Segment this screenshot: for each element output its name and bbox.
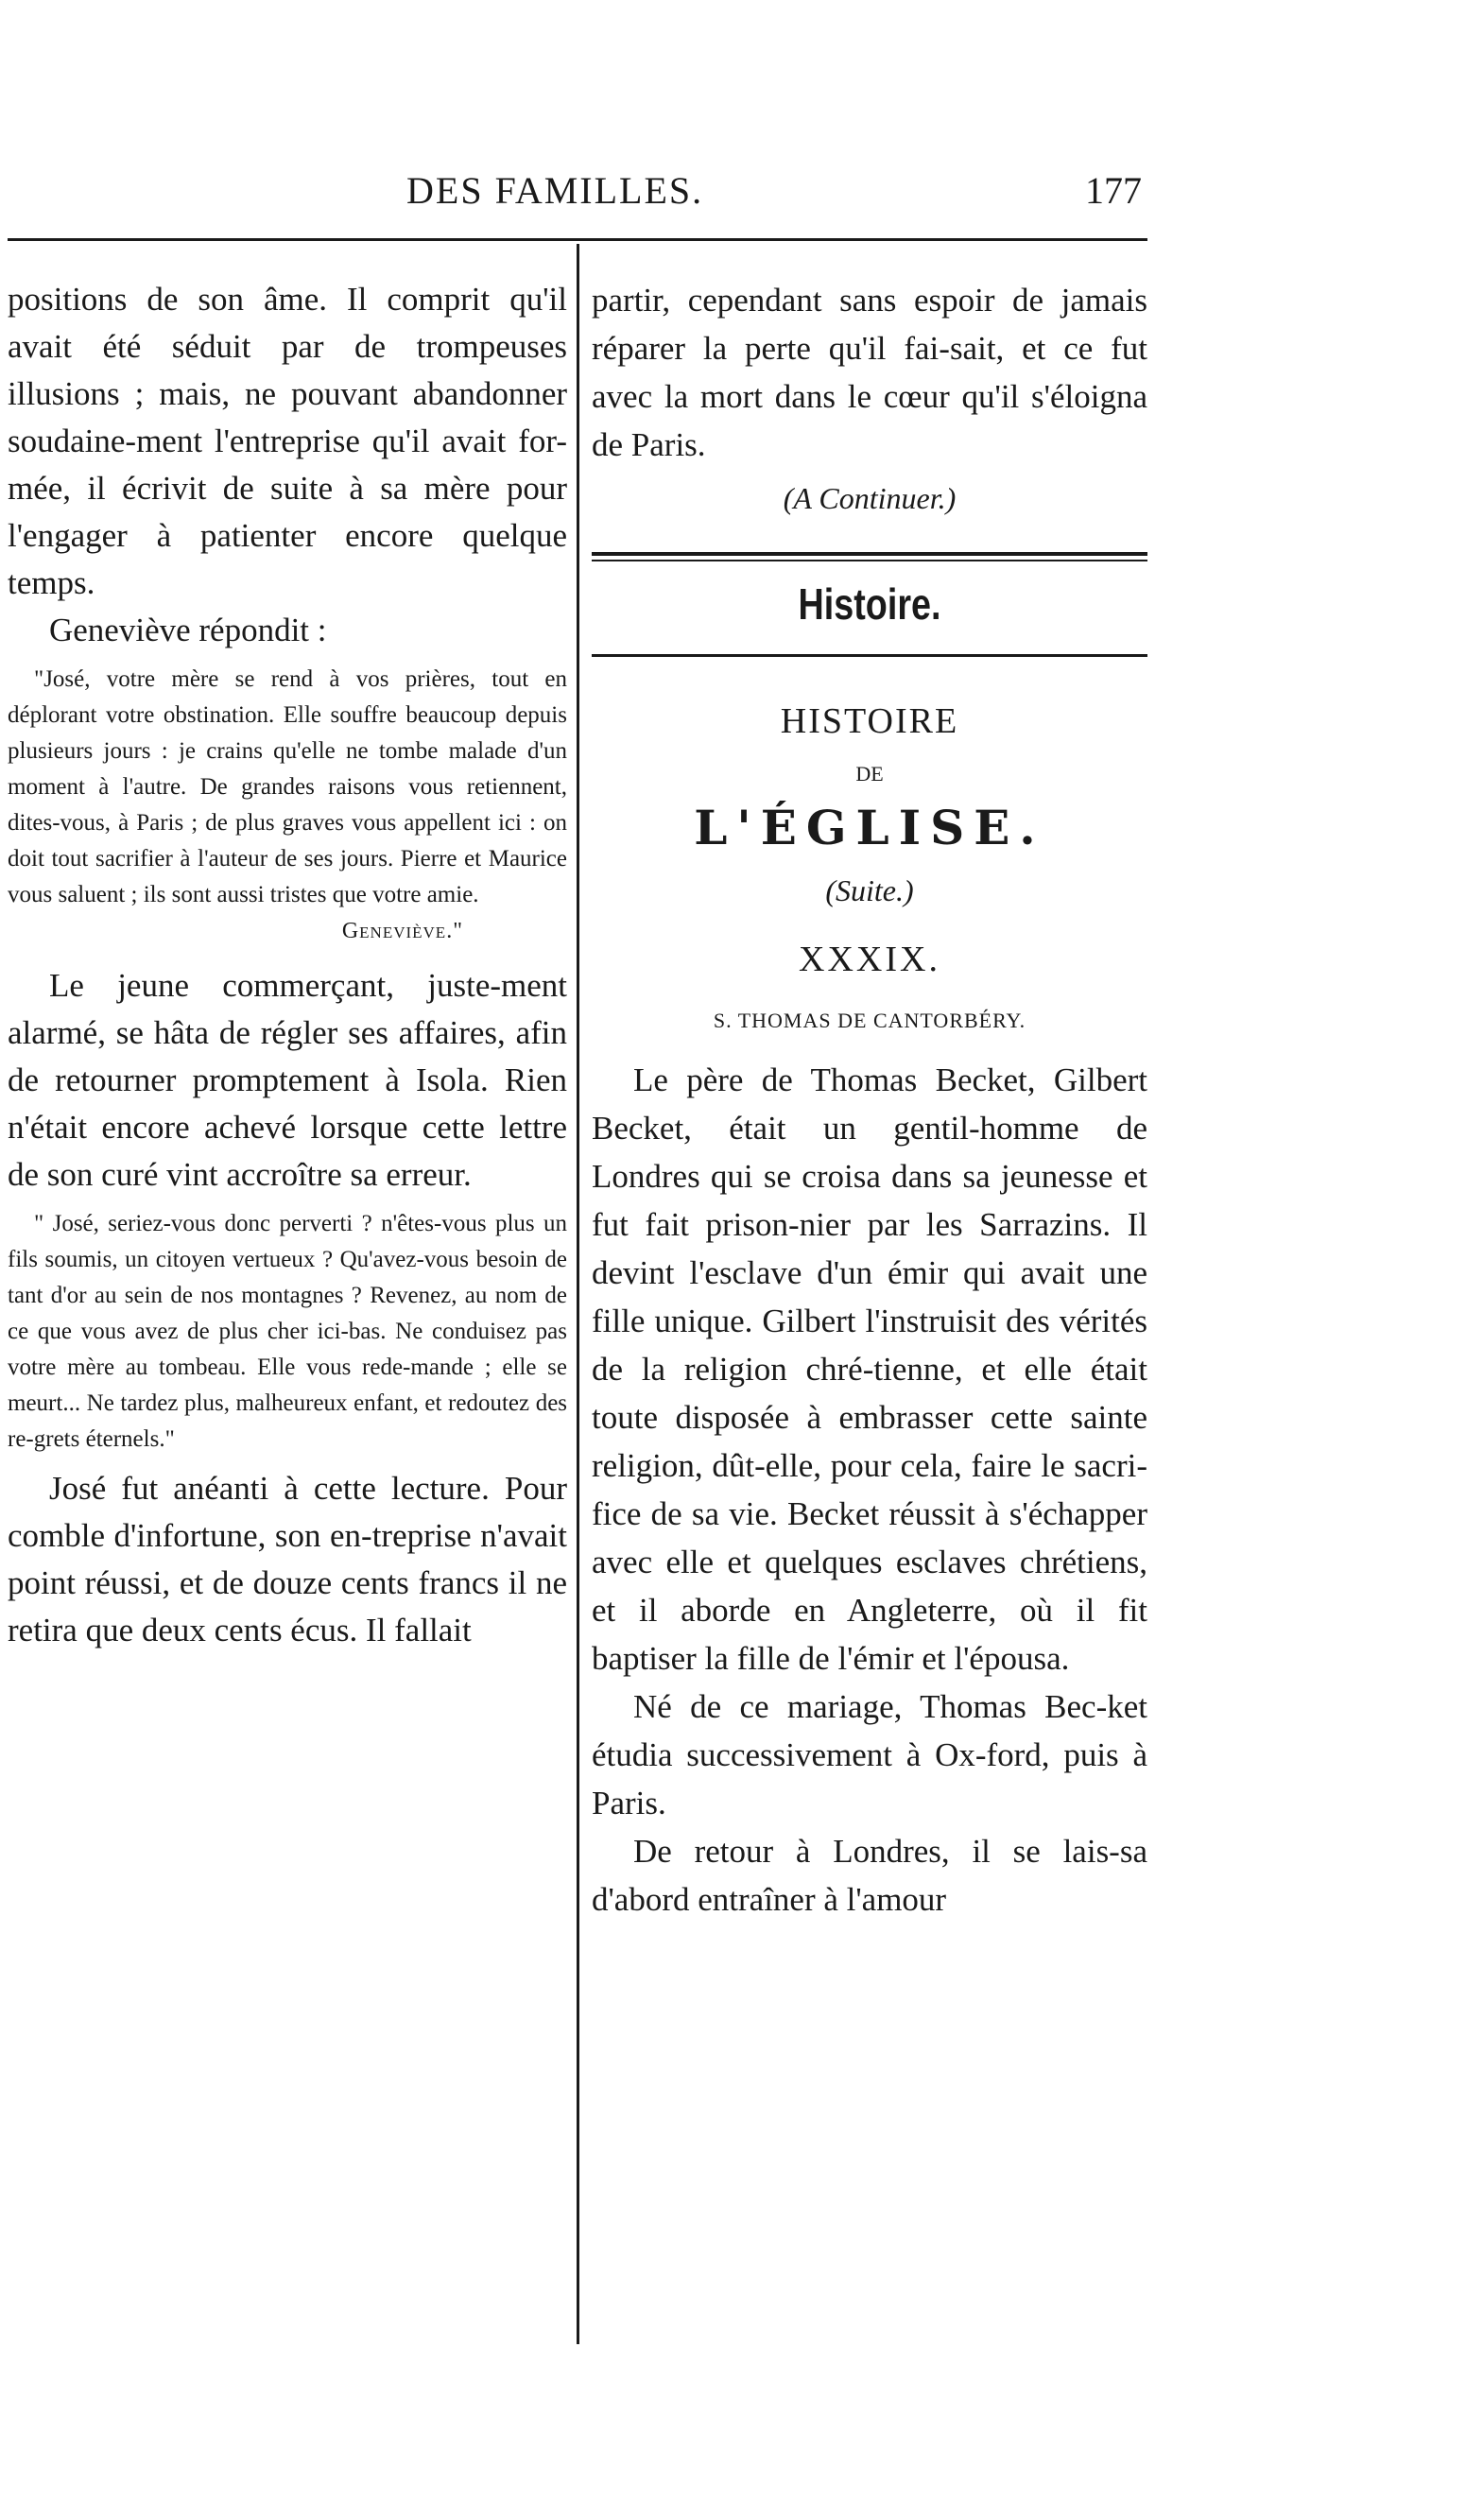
text-line: souffre beaucoup depuis plusieurs jours : [8,702,567,764]
chapter-number: XXXIX. [799,940,940,979]
text-line: ket étudia successivement à Ox- [592,1688,1147,1773]
text-line: malheureux enfant, et redoutez des re- [8,1390,568,1452]
text-line: José fut anéanti à cette lecture. [49,1470,490,1507]
text-line: treprise n'avait point réussi, et [8,1517,567,1601]
left-column [8,276,567,1654]
text-line: ment l'entreprise qu'il avait for- [136,423,567,459]
text-line: " José, seriez-vous donc perverti ? [34,1211,372,1236]
text-line: ment alarmé, se hâta de régler [8,967,567,1051]
text-line: mande ; elle se meurt... Ne tardez plus, [8,1355,568,1416]
section-title: Histoire. [798,579,941,629]
text-line: grets éternels." [33,1426,175,1452]
chapter-subject: S. THOMAS DE CANTORBÉRY. [713,1009,1026,1032]
text-line: partir, cependant sans espoir de [592,282,1044,319]
text-line: l'esclave d'un émir qui avait une [689,1254,1148,1291]
text-line: encore achevé lorsque cette lettre [101,1109,567,1146]
right-column [592,276,1147,1924]
text-line: moment à l'autre. De grandes raisons [8,774,395,800]
text-line: nier par les Sarrazins. Il devint [592,1206,1147,1291]
article-title-de: DE [855,762,884,785]
running-head [0,168,1483,216]
paragraph-jose [8,1465,567,1654]
text-line: ford, puis à Paris. [592,1736,1147,1821]
paragraph-merchant [8,962,567,1199]
text-line: de son curé vint accroître sa [8,1156,378,1193]
section-rule [592,654,1147,657]
quoted-letter-genevieve [8,662,567,913]
text-line: dût-elle, pour cela, faire le sacri- [712,1447,1147,1484]
text-line: pouvant abandonner soudaine- [8,375,568,459]
text-line: Revenez, au nom de ce que vous avez [8,1283,568,1344]
text-line: Angleterre, où il fit baptiser la [592,1592,1147,1677]
text-line: "José, votre mère se rend à vos prières, [34,666,475,692]
text-line: jamais réparer la perte qu'il fai- [592,282,1148,367]
quoted-letter-cure [8,1206,567,1458]
text-line: fille unique. Gilbert l'instruisit [592,1303,997,1339]
page-number: 177 [1085,169,1142,212]
text-line: promptement à Isola. Rien n'était [8,1062,568,1146]
text-line: à embrasser cette sainte religion, [592,1399,1148,1484]
text-line: sait, et ce fut avec la mort dans [592,330,1147,415]
text-line: trompeuses illusions ; mais, ne [8,328,568,412]
section-double-rule [592,552,1147,561]
text-line: positions de son âme. Il comprit [8,281,491,318]
text-line: ses affaires, afin de retourner [8,1014,568,1098]
article-title-histoire: HISTOIRE [780,701,959,741]
text-line: tienne, et elle était toute disposée [592,1351,1147,1436]
paragraph-becket-studies [592,1683,1147,1827]
text-line: erreur. [386,1156,472,1193]
text-line: citoyen vertueux ? Qu'avez-vous besoin [155,1247,538,1272]
text-line: de douze cents francs il ne retira [8,1564,567,1648]
text-line: mée, il écrivit de suite à sa mère [8,470,491,507]
paragraph-continuation [8,276,567,607]
paragraph-becket-london [592,1827,1147,1924]
header-rule [8,238,1147,241]
text-line: de plus graves vous appellent ici : on [205,810,567,836]
letter-signature: Geneviève." [341,919,463,943]
paragraph-becket-father [592,1056,1147,1683]
text-line: Pierre et Maurice vous saluent ; ils [8,846,567,907]
text-line: de tant d'or au sein de nos montagnes ? [8,1247,568,1308]
text-line: Le jeune commerçant, juste- [49,967,502,1004]
spacer [8,654,567,662]
text-line: des vérités de la religion chré- [592,1303,1148,1388]
text-line: Le père de Thomas Becket, [633,1062,1036,1098]
text-line: De retour à Londres, il se lais- [633,1833,1120,1870]
text-line: esclaves chrétiens, et il aborde en [592,1544,1148,1629]
to-continue-note: (A Continuer.) [783,481,957,515]
text-line: fice de sa vie. Becket réussit à [592,1495,1000,1532]
text-line: votre mère au tombeau. Elle vous rede- [8,1355,411,1380]
text-line: tout en déplorant votre obstination. Elle [8,666,567,728]
column-divider [577,244,579,2344]
text-line: n'êtes-vous plus un fils soumis, un [8,1211,568,1272]
text-line: vous retiennent, dites-vous, à Paris ; [8,774,568,836]
running-title: DES FAMILLES. [406,169,704,212]
text-line: fille de l'émir et l'épousa. [736,1640,1070,1677]
text-line: Pour comble d'infortune, son en- [8,1470,567,1554]
text-line: s'échapper avec elle et quelques [592,1495,1147,1580]
spacer [8,1199,567,1206]
spacer [8,1458,567,1465]
text-line: je crains qu'elle ne tombe malade d'un [178,738,568,764]
text-line: doit tout sacrifier à l'auteur de ses jours. [8,846,394,872]
text-line: Gilbert Becket, était un gentil- [592,1062,1147,1147]
text-line: pour l'engager à patienter encore [8,470,568,554]
article-title-eglise: L'ÉGLISE. [694,800,1045,855]
text-line: dans sa jeunesse et fut fait prison- [592,1158,1148,1243]
letter-intro: Geneviève répondit : [49,612,327,648]
paragraph-continuation-right [592,276,1147,469]
text-line: homme de Londres qui se croisa [592,1110,1147,1195]
text-line: qu'il avait été séduit par de [8,281,567,365]
text-line: sont aussi tristes que votre amie. [171,882,479,907]
text-line: que deux cents écus. Il fallait [85,1612,472,1648]
text-line: quelque temps. [8,517,567,601]
text-line: Né de ce mariage, Thomas Bec- [633,1688,1108,1725]
text-line: sa d'abord entraîner à l'amour [592,1833,1147,1918]
text-line: de plus cher ici-bas. Ne conduisez pas [187,1319,568,1344]
article-suite: (Suite.) [825,873,914,907]
text-line: le cœur qu'il s'éloigna de Paris. [592,378,1147,463]
